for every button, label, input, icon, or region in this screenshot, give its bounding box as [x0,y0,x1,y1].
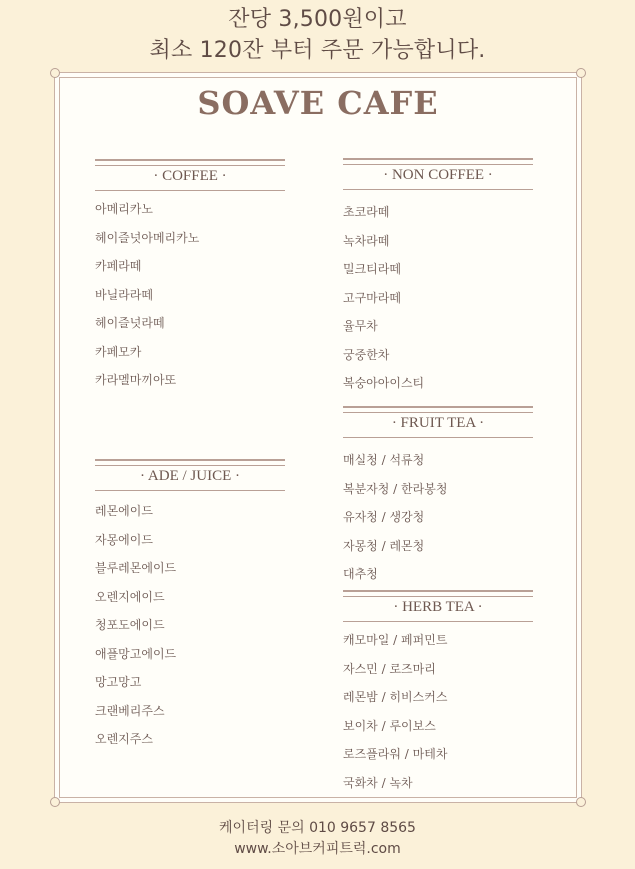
section-non-coffee [343,158,533,398]
section-rule-bottom [343,189,533,190]
section-rule-bottom [95,190,285,191]
menu-item: 자몽청 / 레몬청 [343,538,425,553]
menu-item: 레몬에이드 [95,504,153,518]
pricing-line-1: 잔당 3,500원이고 [228,7,407,32]
menu-item: 크랜베리주스 [95,703,165,718]
fruit-tea-list [343,446,533,589]
menu-item: 국화차 / 녹차 [343,775,413,790]
frame-corner-ornament [50,797,60,807]
non-coffee-list [343,198,533,398]
section-rule-top [343,406,533,413]
menu-item: 로즈플라워 / 마테차 [343,747,448,761]
section-rule-top [95,459,285,466]
section-title-herb-tea: · HERB TEA · [393,599,483,615]
menu-item: 애플망고에이드 [95,646,177,661]
section-coffee [95,159,285,395]
menu-item: 아메리카노 [95,202,153,216]
menu-item: 복숭아아이스티 [343,376,425,390]
menu-item: 바닐라라떼 [95,287,153,302]
menu-item: 오렌지주스 [95,732,153,746]
section-rule-top [343,158,533,165]
menu-item: 복분자청 / 한라봉청 [343,481,448,496]
menu-item: 자스민 / 로즈마리 [343,661,436,676]
menu-item: 카페라떼 [95,259,142,273]
menu-item: 카라멜마끼아또 [95,373,177,387]
menu-item: 헤이즐넛라떼 [95,316,165,330]
section-fruit-tea [343,406,533,589]
menu-item: 카페모카 [95,344,142,359]
menu-item: 캐모마일 / 페퍼민트 [343,633,448,647]
section-herb-tea [343,590,533,797]
section-title-ade-juice: · ADE / JUICE · [140,468,240,484]
pricing-line-2: 최소 120잔 부터 주문 가능합니다. [149,38,486,63]
section-header [95,459,285,491]
section-title-coffee: · COFFEE · [153,168,227,184]
section-header [343,406,533,438]
section-rule-top [95,159,285,166]
section-header [343,158,533,190]
menu-item: 궁중한차 [343,347,390,362]
section-header [343,590,533,622]
section-title-non-coffee: · NON COFFEE · [383,167,493,183]
ade-juice-list [95,497,285,754]
menu-item: 자몽에이드 [95,532,153,547]
cafe-brand-title: SOAVE CAFE [197,84,439,122]
section-header [95,159,285,191]
menu-item: 매실청 / 석류청 [343,453,425,467]
menu-item: 레몬밤 / 히비스커스 [343,690,448,704]
menu-item: 대추청 [343,567,378,581]
contact-footer [0,818,635,860]
section-rule-top [343,590,533,597]
herb-tea-list [343,626,533,797]
menu-item: 블루레몬에이드 [95,561,177,575]
menu-item: 초코라떼 [343,205,390,219]
section-rule-bottom [95,490,285,491]
menu-item: 녹차라떼 [343,233,390,248]
section-rule-bottom [343,621,533,622]
section-rule-bottom [343,437,533,438]
menu-item: 유자청 / 생강청 [343,510,425,524]
catering-phone: 케이터링 문의 010 9657 8565 [219,820,416,836]
menu-item: 율무차 [343,319,378,333]
section-ade-juice [95,459,285,754]
menu-item: 밀크티라떼 [343,262,401,276]
website-url: www.소아브커피트럭.com [234,841,401,857]
menu-item: 청포도에이드 [95,618,165,632]
section-title-fruit-tea: · FRUIT TEA · [391,415,485,431]
menu-item: 보이차 / 루이보스 [343,718,436,733]
menu-item: 오렌지에이드 [95,589,165,604]
menu-item: 망고망고 [95,675,142,689]
frame-corner-ornament [576,797,586,807]
coffee-list [95,195,285,395]
menu-item: 고구마라떼 [343,290,401,305]
menu-item: 헤이즐넛아메리카노 [95,230,200,245]
frame-corner-ornament [576,68,586,78]
pricing-notice [0,4,635,66]
frame-corner-ornament [50,68,60,78]
